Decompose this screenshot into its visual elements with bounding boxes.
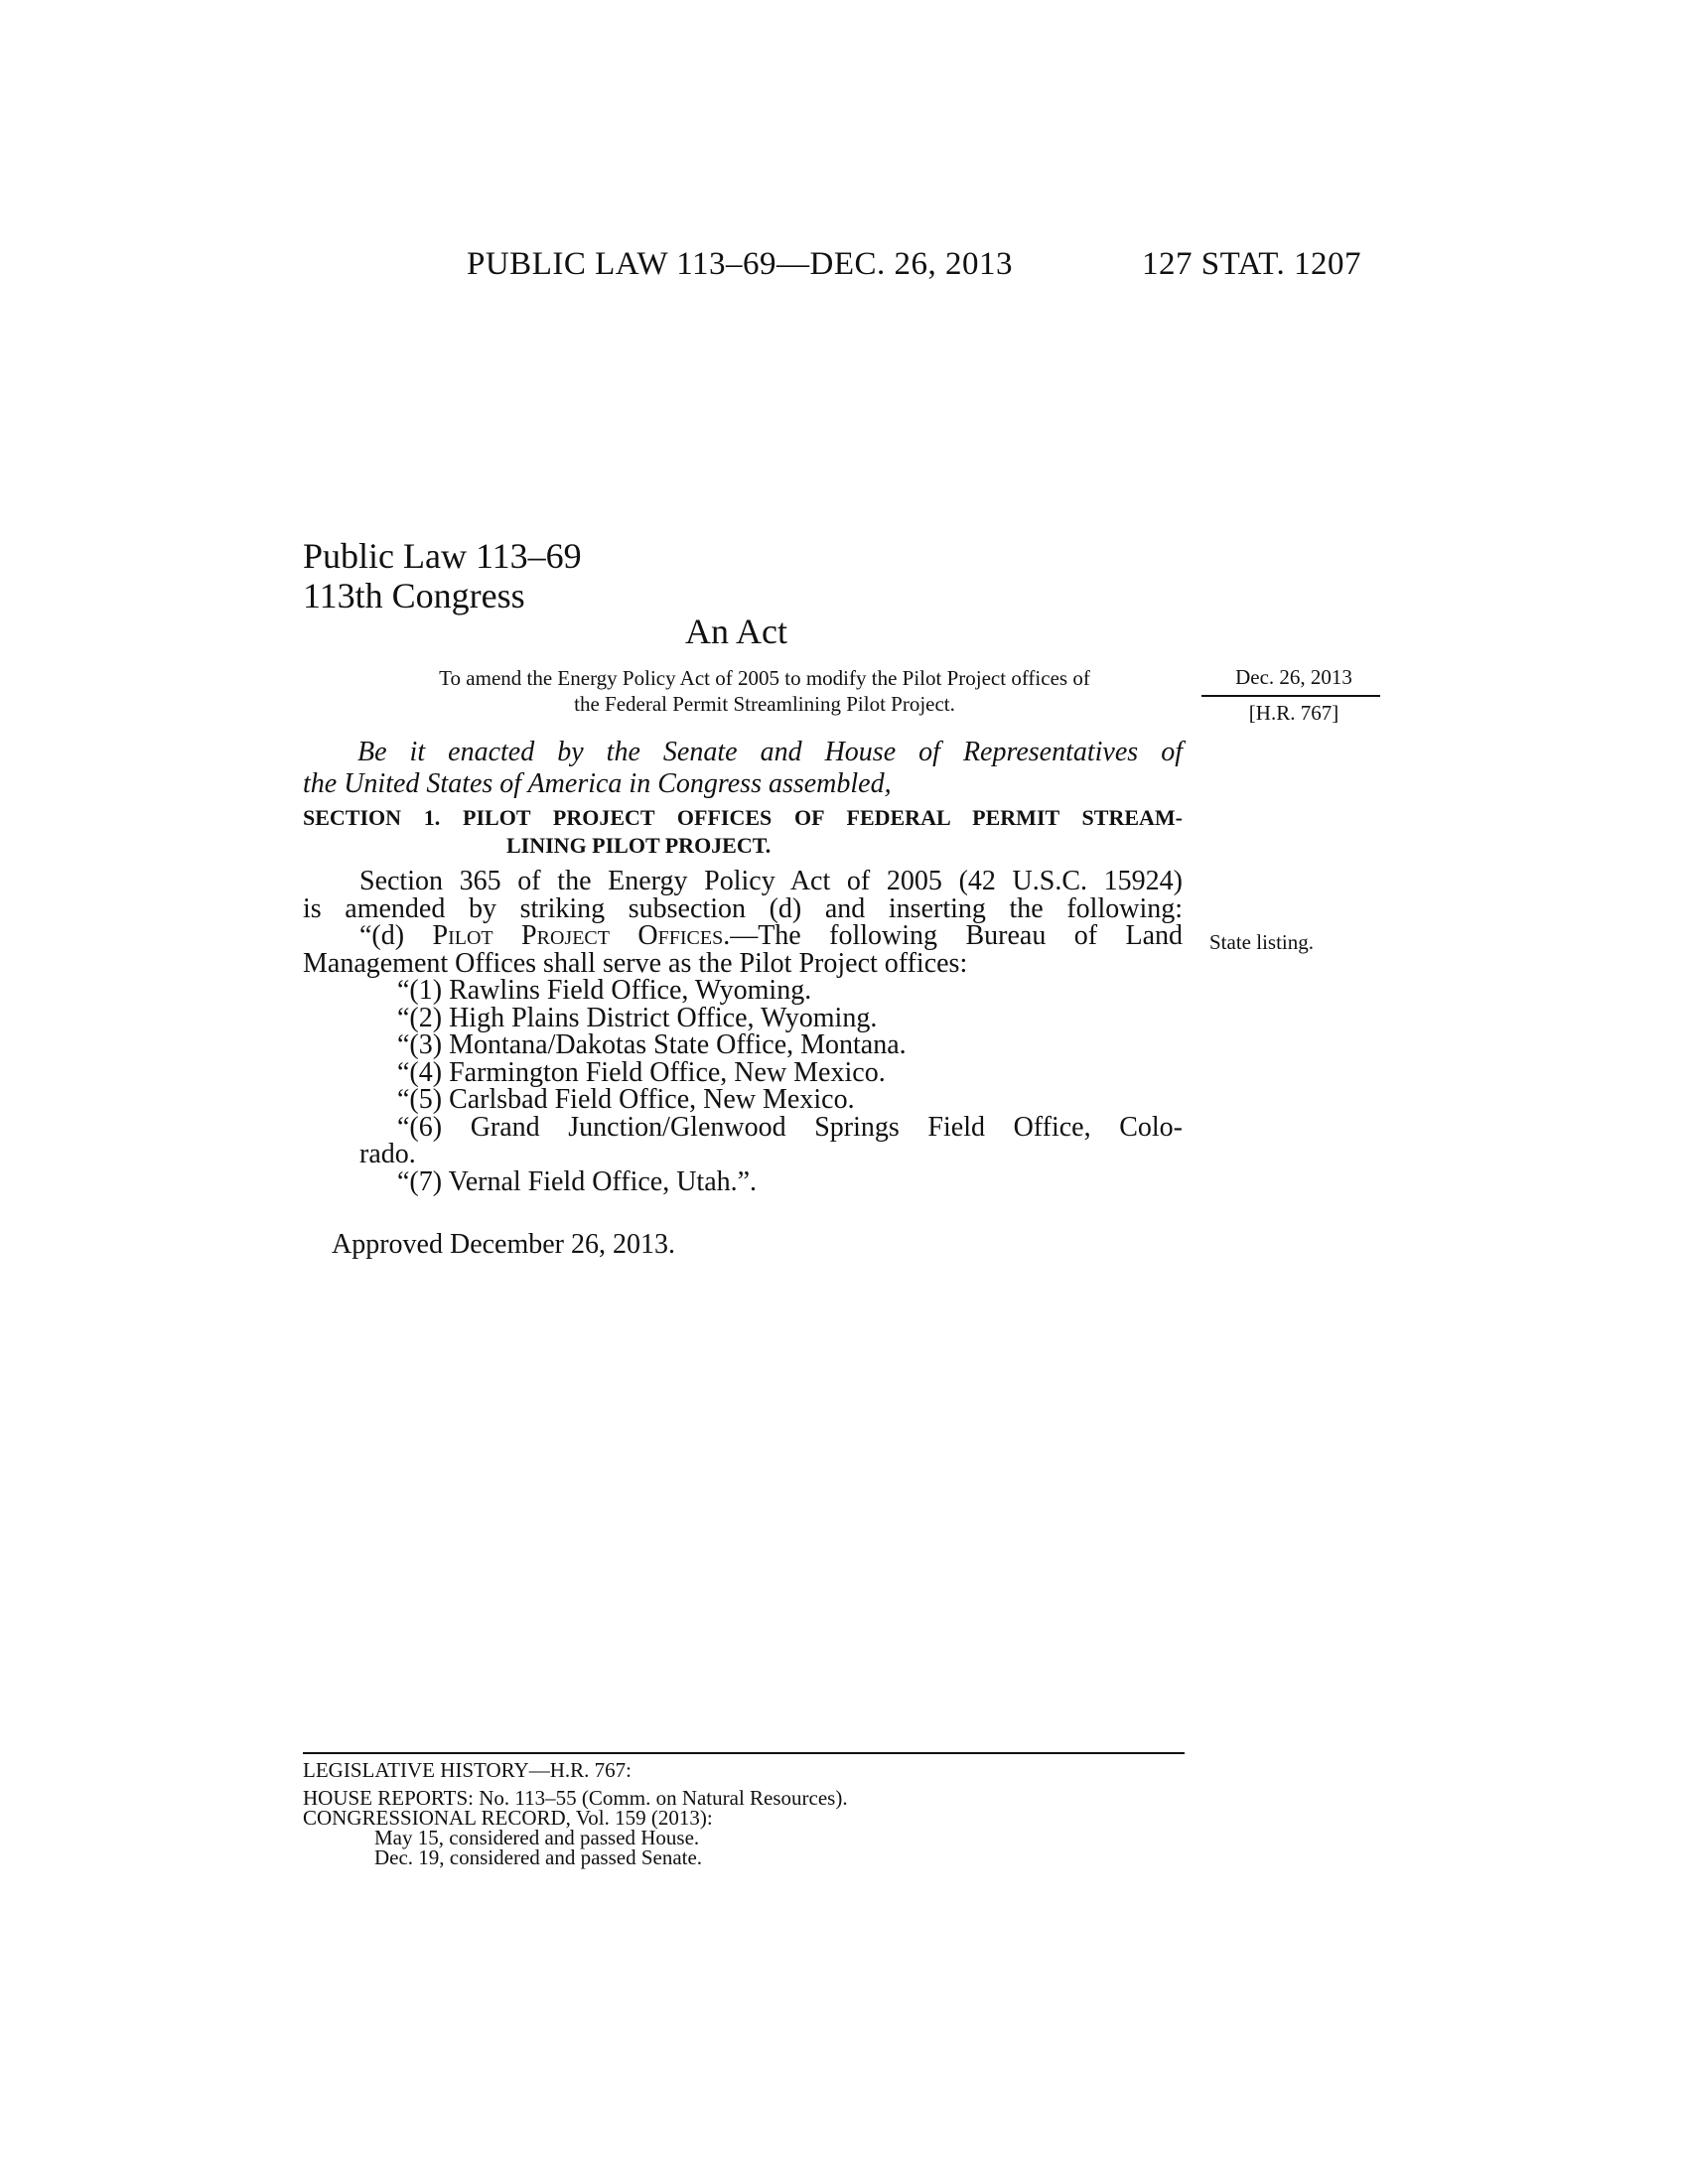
subsection-heading: Pilot Project Offices.: [432, 920, 731, 951]
enacting-clause-line: the United States of America in Congress assembled,: [303, 768, 892, 799]
enacting-clause: [303, 737, 1183, 800]
list-item: “(3) Montana/Dakotas State Office, Montana.: [397, 1029, 907, 1060]
footnote-rule: [303, 1752, 1185, 1754]
congress-number: 113th Congress: [303, 576, 525, 615]
approval-date: Approved December 26, 2013.: [332, 1229, 676, 1260]
section-intro-line: Section 365 of the Energy Policy Act of 2005 (42 U.S.C. 15924): [359, 866, 1183, 896]
margin-side-note: State listing.: [1209, 930, 1314, 954]
section-heading-line: SECTION 1. PILOT PROJECT OFFICES OF FEDERAL PERMIT STREAM-: [303, 805, 1183, 830]
list-item: “(4) Farmington Field Office, New Mexico.: [397, 1056, 886, 1088]
act-purpose-line: the Federal Permit Streamlining Pilot Project.: [574, 692, 955, 716]
act-heading: An Act: [685, 612, 787, 651]
legislative-history: [303, 1752, 1185, 1867]
running-head-law-date: PUBLIC LAW 113–69—DEC. 26, 2013: [467, 246, 1014, 282]
running-head-stat-page: 127 STAT. 1207: [1142, 246, 1362, 282]
subsection-text-line: Management Offices shall serve as the Pilot Project offices:: [303, 947, 968, 979]
list-item-continuation: rado.: [359, 1139, 416, 1169]
section-body: [303, 868, 1183, 1195]
section-heading: [303, 804, 1183, 860]
section-heading-line: LINING PILOT PROJECT.: [506, 833, 772, 858]
list-item: “(2) High Plains District Office, Wyoming.: [397, 1002, 878, 1033]
subsection-prefix: “(d): [359, 920, 405, 951]
margin-date: Dec. 26, 2013: [1235, 665, 1352, 689]
margin-bill-number: [H.R. 767]: [1248, 701, 1339, 725]
subsection-d-line: [303, 922, 1183, 950]
list-item: “(6) Grand Junction/Glenwood Springs Field Office, Colo-: [397, 1111, 1183, 1143]
house-reports: HOUSE REPORTS: No. 113–55 (Comm. on Natural Resources).: [303, 1786, 848, 1810]
legislative-history-heading: LEGISLATIVE HISTORY—H.R. 767:: [303, 1758, 632, 1782]
list-item: “(5) Carlsbad Field Office, New Mexico.: [397, 1084, 855, 1115]
section-intro-line: is amended by striking subsection (d) and inserting the following:: [303, 892, 1183, 924]
list-item: “(7) Vernal Field Office, Utah.”.: [397, 1165, 758, 1197]
enacting-clause-line: Be it enacted by the Senate and House of Representatives of: [357, 737, 1183, 767]
history-action: Dec. 19, considered and passed Senate.: [374, 1845, 703, 1869]
margin-divider: [1201, 695, 1380, 697]
act-purpose-line: To amend the Energy Policy Act of 2005 to modify the Pilot Project offices of: [439, 666, 1090, 690]
act-purpose: [338, 665, 1192, 717]
subsection-text: —The following Bureau of Land: [730, 920, 1184, 951]
history-action: May 15, considered and passed House.: [374, 1826, 700, 1849]
public-law-number: Public Law 113–69: [303, 536, 582, 576]
list-item: “(1) Rawlins Field Office, Wyoming.: [397, 975, 812, 1006]
congressional-record: CONGRESSIONAL RECORD, Vol. 159 (2013):: [303, 1806, 713, 1830]
